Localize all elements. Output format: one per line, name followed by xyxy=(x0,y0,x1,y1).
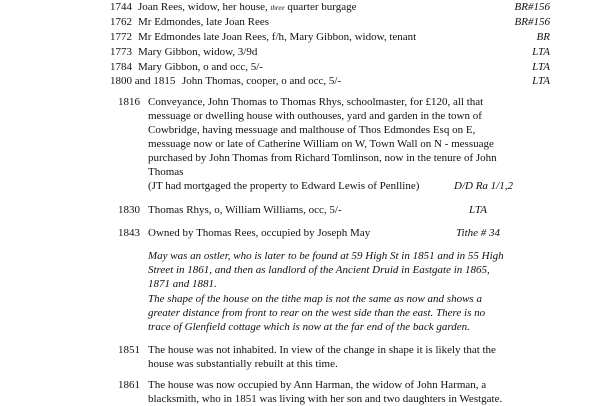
record-1830-year: 1830 xyxy=(118,204,140,216)
note-line: greater distance from front to rear on the west side than the east. There is no xyxy=(148,307,486,319)
record-text: Mr Edmondes late Joan Rees, f/h, Mary Gibbon, widow, tenant xyxy=(138,31,417,43)
record-year: 1744 xyxy=(110,1,132,13)
record-text: Mary Gibbon, o and occ, 5/- xyxy=(138,61,263,73)
record-1843-text: Owned by Thomas Rees, occupied by Joseph May xyxy=(148,227,371,239)
record-1851-line: house was substantially rebuilt at this time. xyxy=(148,358,338,370)
record-1744 xyxy=(110,0,550,15)
record-year: 1762 xyxy=(110,16,132,28)
conveyance-line: (JT had mortgaged the property to Edward Lewis of Penlline) xyxy=(148,180,420,192)
record-1861-line: blacksmith, who in 1851 was living with her son and two daughters in Westgate. xyxy=(148,393,503,405)
conveyance-line: Conveyance, John Thomas to Thomas Rhys, schoolmaster, for £120, all that xyxy=(148,96,484,108)
record-source: BR#156 xyxy=(514,16,550,28)
record-1861-year: 1861 xyxy=(118,379,140,391)
record-1851-line: The house was not inhabited. In view of the change in shape it is likely that the xyxy=(148,344,496,356)
record-1784 xyxy=(110,60,550,75)
record-1800-1815 xyxy=(110,74,550,89)
record-text: Mary Gibbon, widow, 3/9d xyxy=(138,46,258,58)
conveyance-line: Thomas xyxy=(148,166,184,178)
record-text: Mr Edmondes, late Joan Rees xyxy=(138,16,270,28)
note-line: 1871 and 1881. xyxy=(148,278,217,290)
record-source: LTA xyxy=(532,61,550,73)
record-1773 xyxy=(110,45,550,60)
record-source: LTA xyxy=(532,46,550,58)
record-year: 1784 xyxy=(110,61,132,73)
record-text: Joan Rees, widow, her house, three quarter burgage xyxy=(138,1,357,13)
note-line: May was an ostler, who is later to be found at 59 High St in 1851 and in 55 High xyxy=(148,250,504,262)
record-source: BR xyxy=(536,31,550,43)
conveyance-line: messuage or dwelling house with outhouses, yard and garden in the town of xyxy=(148,110,482,122)
record-year: 1772 xyxy=(110,31,132,43)
record-source: LTA xyxy=(532,75,550,87)
record-1851-year: 1851 xyxy=(118,344,140,356)
record-1843-year: 1843 xyxy=(118,227,140,239)
note-line: The shape of the house on the tithe map is not the same as now and shows a xyxy=(148,293,482,305)
record-1843-source: Tithe # 34 xyxy=(456,227,501,239)
record-source: BR#156 xyxy=(514,1,550,13)
record-year: 1800 and 1815 xyxy=(110,75,176,87)
conveyance-year: 1816 xyxy=(118,96,140,108)
record-1830-text: Thomas Rhys, o, William Williams, occ, 5/- xyxy=(148,204,342,216)
record-1762 xyxy=(110,15,550,30)
record-text: John Thomas, cooper, o and occ, 5/- xyxy=(182,75,342,87)
conveyance-line: purchased by John Thomas from Richard Tomlinson, now in the tenure of John xyxy=(148,152,497,164)
record-1830-source: LTA xyxy=(469,204,487,216)
record-1772 xyxy=(110,30,550,45)
record-1861-line: The house was now occupied by Ann Harman, the widow of John Harman, a xyxy=(148,379,487,391)
conveyance-line: messuage now or late of Catherine William on W, Town Wall on N - messuage xyxy=(148,138,494,150)
note-line: trace of Glenfield cottage which is now at the far end of the back garden. xyxy=(148,321,470,333)
conveyance-source: D/D Ra 1/1,2 xyxy=(454,180,513,192)
record-year: 1773 xyxy=(110,46,132,58)
conveyance-line: Cowbridge, having messuage and malthouse of Thos Edmondes Esq on E, xyxy=(148,124,476,136)
note-line: Street in 1861, and then as landlord of the Ancient Druid in Eastgate in 1865, xyxy=(148,264,490,276)
